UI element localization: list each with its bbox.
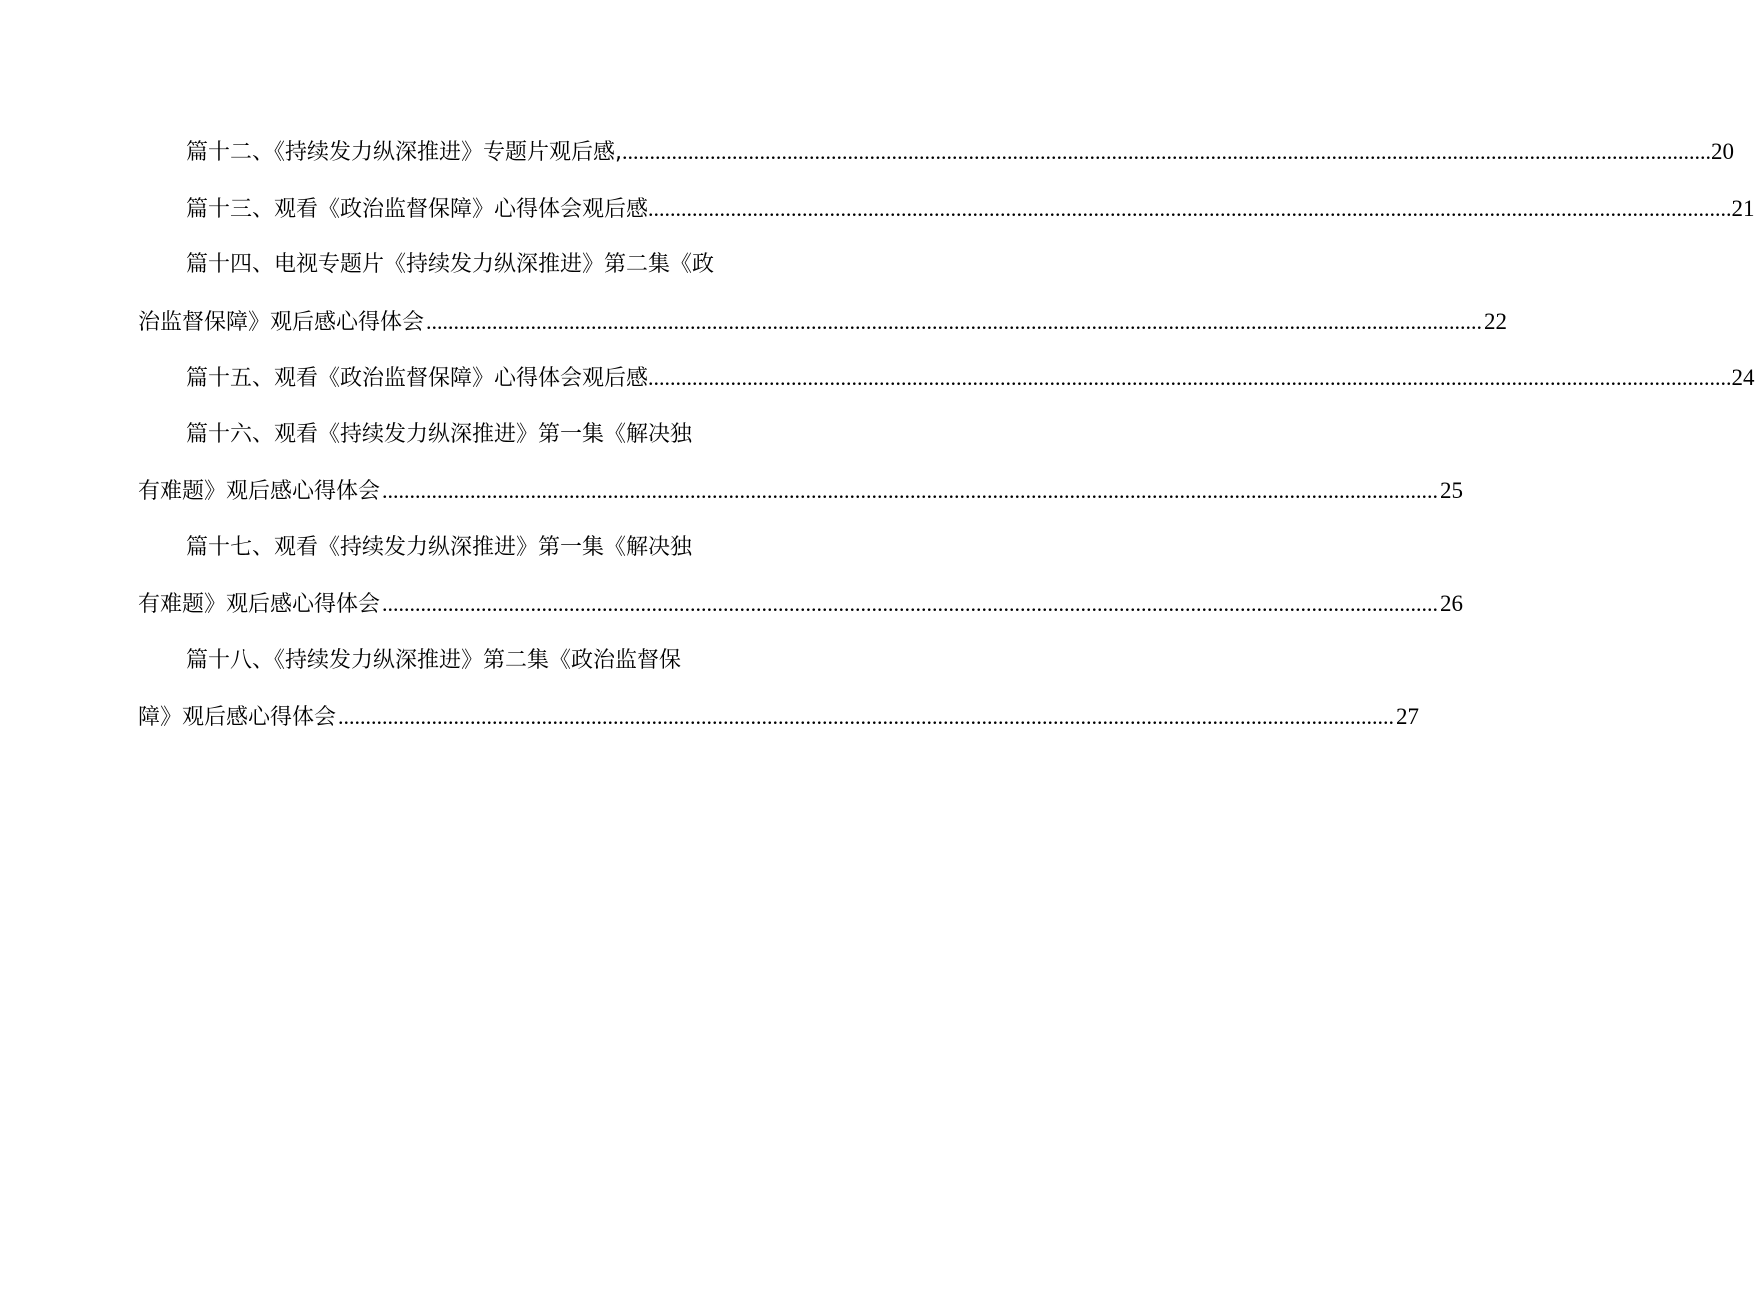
toc-page-number: 26 bbox=[1440, 591, 1464, 616]
toc-leader-dots: ..... ...... bbox=[622, 124, 1711, 181]
toc-entry-title: 篇十二、《持续发力纵深推进》专题片观后感, bbox=[186, 140, 622, 165]
toc-leader-dots: ..... ..... bbox=[648, 350, 1732, 407]
toc-entry-title: 有难题》观后感心得体会 bbox=[138, 479, 381, 504]
toc-leader-dots bbox=[338, 689, 1394, 746]
toc-entry-title: 篇十四、电视专题片《持续发力纵深推进》第二集《政 bbox=[186, 252, 715, 277]
toc-entry-title: 有难题》观后感心得体会 bbox=[138, 592, 381, 617]
toc-entry-title: 篇十五、观看《政治监督保障》心得体会观后感 bbox=[186, 366, 649, 391]
toc-entry-16-line-1[interactable] bbox=[138, 407, 766, 464]
toc-leader-dots bbox=[426, 294, 1482, 351]
toc-entry-title: 篇十八、《持续发力纵深推进》第二集《政治监督保 bbox=[186, 647, 682, 673]
toc-entry-title: 篇十七、观看《持续发力纵深推进》第一集《解决独 bbox=[186, 534, 693, 560]
toc-entry-12[interactable] bbox=[138, 124, 1734, 181]
toc-entry-13[interactable] bbox=[138, 181, 1755, 238]
toc-entry-title: 障》观后感心得体会 bbox=[138, 705, 337, 730]
toc-entry-18-line-1[interactable] bbox=[138, 633, 766, 690]
toc-entry-18-line-2[interactable] bbox=[138, 689, 1420, 746]
toc-entry-17-line-2[interactable] bbox=[138, 576, 1464, 633]
toc-entry-title: 篇十六、观看《持续发力纵深推进》第一集《解决独 bbox=[186, 421, 693, 447]
toc-entry-14-line-2[interactable] bbox=[138, 294, 1508, 351]
toc-entry-17-line-1[interactable] bbox=[138, 520, 766, 577]
toc-page-number: 20 bbox=[1711, 139, 1734, 164]
toc-leader-dots bbox=[382, 463, 1438, 520]
toc-entry-15[interactable] bbox=[138, 350, 1755, 407]
toc-entry-title: 治监督保障》观后感心得体会 bbox=[138, 309, 425, 335]
toc-leader-dots bbox=[382, 576, 1438, 633]
toc-entry-14-line-1[interactable] bbox=[138, 237, 766, 294]
toc-page-number: 27 bbox=[1396, 704, 1420, 729]
toc-entry-16-line-2[interactable] bbox=[138, 463, 1464, 520]
toc-leader-dots: ..... ..... bbox=[648, 181, 1732, 238]
toc-page-number: 25 bbox=[1440, 478, 1464, 503]
table-of-contents bbox=[138, 124, 1755, 746]
toc-page-number: 22 bbox=[1484, 308, 1508, 334]
toc-page-number: 24 bbox=[1731, 365, 1755, 390]
toc-entry-title: 篇十三、观看《政治监督保障》心得体会观后感 bbox=[186, 196, 649, 222]
toc-page-number: 21 bbox=[1731, 195, 1755, 221]
